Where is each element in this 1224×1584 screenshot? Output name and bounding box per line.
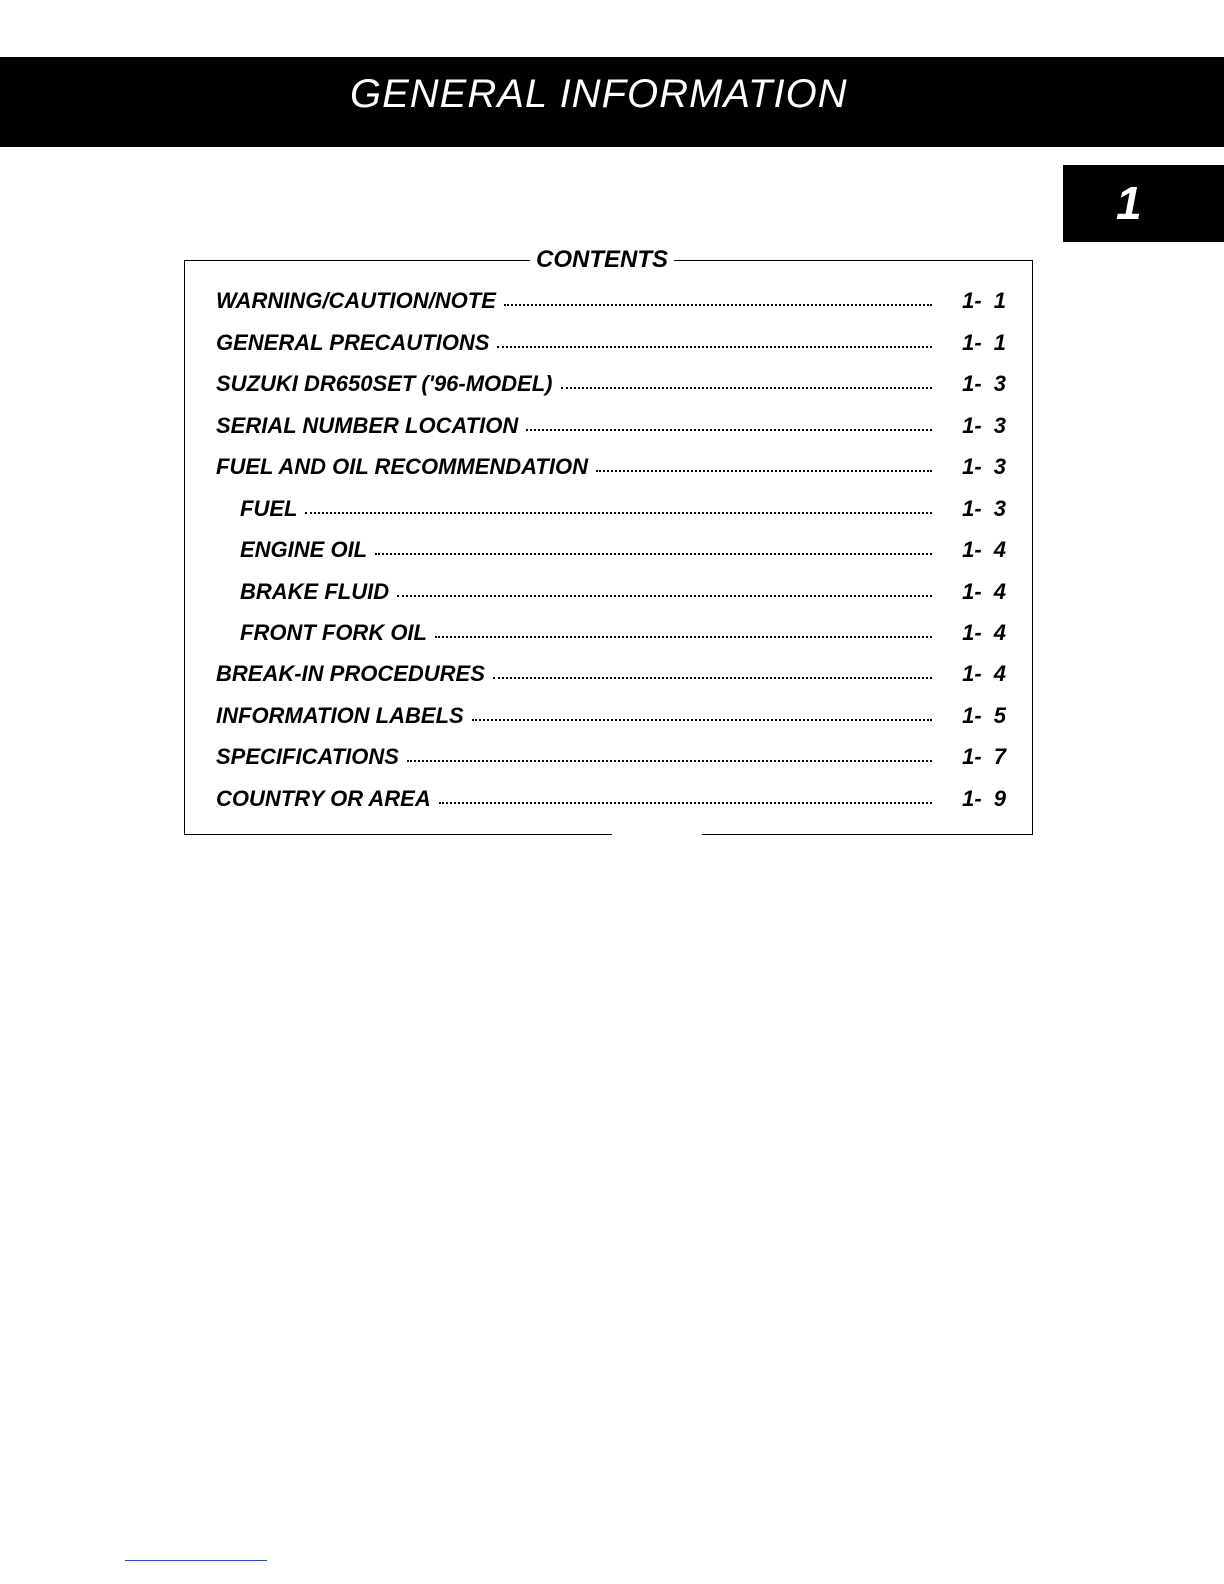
toc-entry-page: 1- 3 bbox=[962, 496, 1006, 521]
dot-leader bbox=[497, 346, 932, 348]
toc-entry-page: 1- 3 bbox=[962, 371, 1006, 396]
footer-rule bbox=[125, 1560, 267, 1561]
toc-entry-page: 1- 4 bbox=[962, 579, 1006, 604]
chapter-number: 1 bbox=[1116, 177, 1142, 229]
toc-entry-label: FUEL bbox=[240, 496, 298, 521]
toc-entry-label: SERIAL NUMBER LOCATION bbox=[216, 413, 519, 438]
dot-leader bbox=[493, 677, 932, 679]
toc-entry-engine-oil[interactable] bbox=[240, 537, 1006, 563]
toc-entry-page: 1- 1 bbox=[962, 330, 1006, 355]
toc-entry-label: INFORMATION LABELS bbox=[216, 703, 464, 728]
toc-entry-page: 1- 1 bbox=[962, 288, 1006, 313]
toc-entry-page: 1- 4 bbox=[962, 620, 1006, 645]
contents-heading: CONTENTS bbox=[530, 248, 674, 272]
toc-entry-label: FRONT FORK OIL bbox=[240, 620, 427, 645]
toc-entry-label: BREAK-IN PROCEDURES bbox=[216, 661, 485, 686]
toc-entry-label: ENGINE OIL bbox=[240, 537, 368, 562]
toc-entry-serial-number-location[interactable] bbox=[216, 413, 1006, 439]
toc-entry-page: 1- 7 bbox=[962, 744, 1006, 769]
toc-entry-page: 1- 9 bbox=[962, 786, 1006, 811]
toc-entry-front-fork-oil[interactable] bbox=[240, 620, 1006, 646]
toc-entry-label: SPECIFICATIONS bbox=[216, 744, 399, 769]
toc-entry-label: GENERAL PRECAUTIONS bbox=[216, 330, 490, 355]
toc-entry-break-in-procedures[interactable] bbox=[216, 661, 1006, 687]
toc-entry-label: SUZUKI DR650SET ('96-MODEL) bbox=[216, 371, 553, 396]
chapter-tab bbox=[1063, 165, 1224, 242]
contents-box-bottom-border-right bbox=[702, 834, 1033, 835]
dot-leader bbox=[305, 512, 932, 514]
contents-box-bottom-border-left bbox=[184, 834, 612, 835]
toc-entry-page: 1- 5 bbox=[962, 703, 1006, 728]
toc-entry-fuel-and-oil-recommendation[interactable] bbox=[216, 454, 1006, 480]
toc-entry-country-or-area[interactable] bbox=[216, 786, 1006, 812]
dot-leader bbox=[397, 595, 932, 597]
toc-entry-page: 1- 4 bbox=[962, 661, 1006, 686]
dot-leader bbox=[526, 429, 932, 431]
toc-entry-brake-fluid[interactable] bbox=[240, 579, 1006, 605]
toc-entry-warning-caution-note[interactable] bbox=[216, 288, 1006, 314]
toc-entry-general-precautions[interactable] bbox=[216, 330, 1006, 356]
toc-entry-fuel[interactable] bbox=[240, 496, 1006, 522]
dot-leader bbox=[435, 636, 932, 638]
dot-leader bbox=[472, 719, 932, 721]
toc-entry-information-labels[interactable] bbox=[216, 703, 1006, 729]
toc-entry-label: WARNING/CAUTION/NOTE bbox=[216, 288, 496, 313]
toc-entry-specifications[interactable] bbox=[216, 744, 1006, 770]
page-title: GENERAL INFORMATION bbox=[350, 72, 848, 116]
toc-entry-page: 1- 3 bbox=[962, 454, 1006, 479]
dot-leader bbox=[504, 304, 932, 306]
dot-leader bbox=[561, 387, 933, 389]
toc-entry-label: FUEL AND OIL RECOMMENDATION bbox=[216, 454, 588, 479]
toc-entry-label: COUNTRY OR AREA bbox=[216, 786, 431, 811]
dot-leader bbox=[596, 470, 932, 472]
toc-entry-page: 1- 3 bbox=[962, 413, 1006, 438]
dot-leader bbox=[407, 760, 932, 762]
dot-leader bbox=[375, 553, 932, 555]
toc-entry-page: 1- 4 bbox=[962, 537, 1006, 562]
toc-entry-suzuki-dr650set[interactable] bbox=[216, 371, 1006, 397]
toc-entry-label: BRAKE FLUID bbox=[240, 579, 390, 604]
dot-leader bbox=[439, 802, 932, 804]
